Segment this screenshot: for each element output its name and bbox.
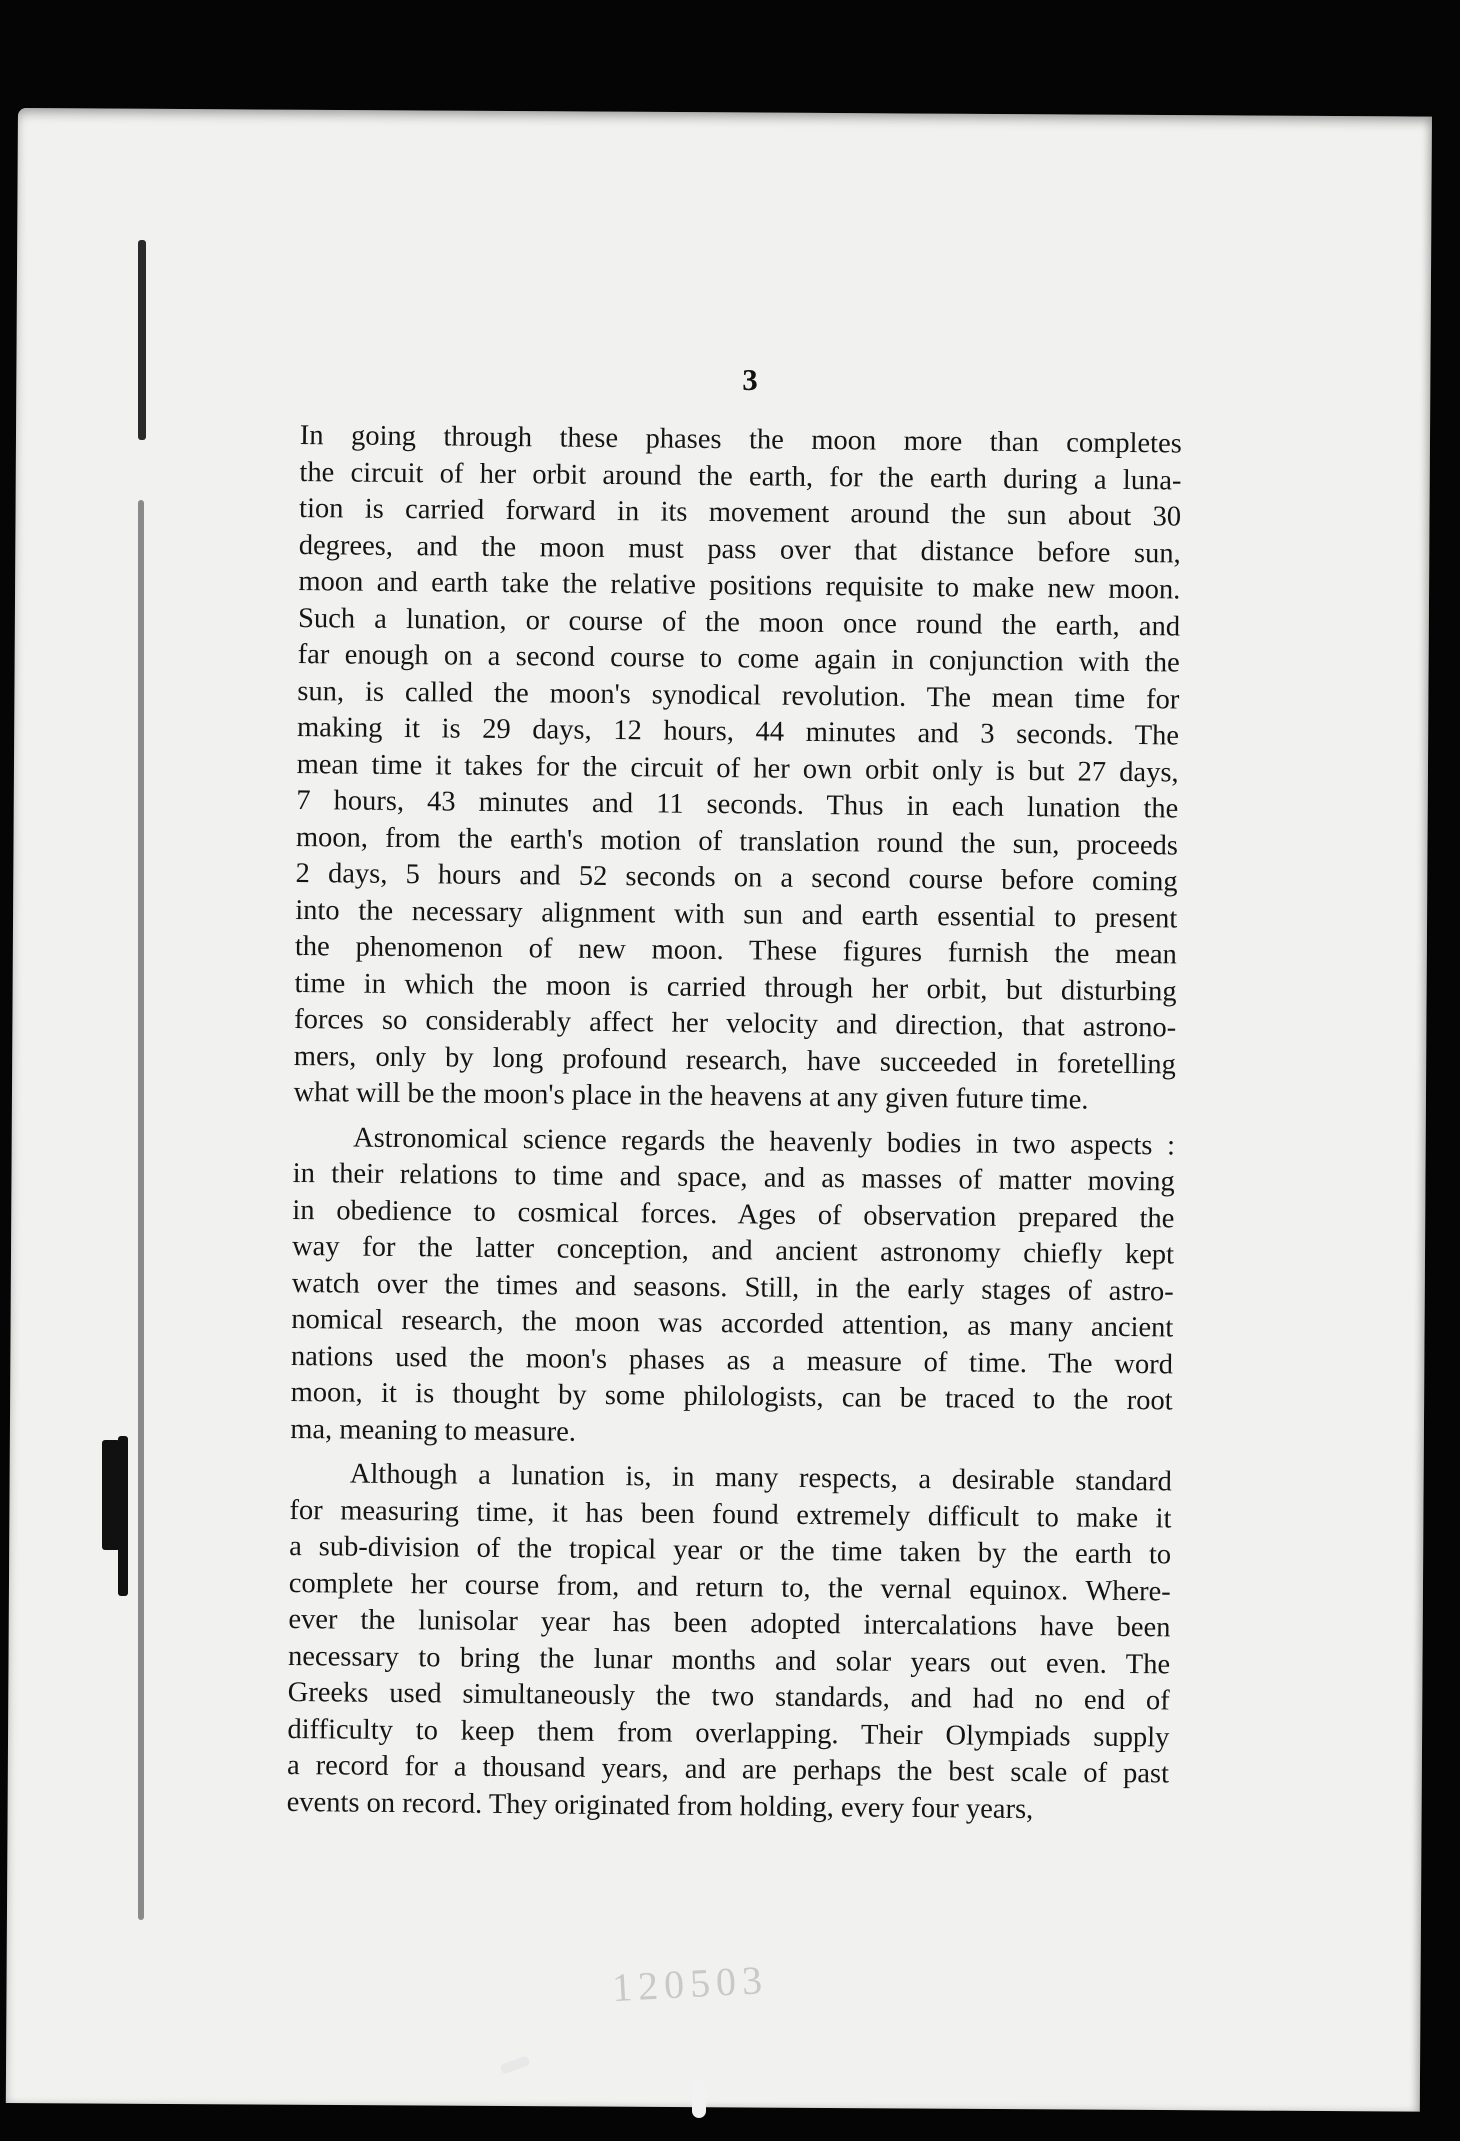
text-line: the phenomenon of new moon. These figures furnish the mean	[294, 930, 1178, 971]
text-line: In going through these phases the moon more than completes	[299, 419, 1182, 460]
text-line: forces so considerably affect her velocity and direction, that astrono-	[294, 1003, 1177, 1044]
paragraph	[290, 1119, 1175, 1456]
paragraph	[287, 1456, 1172, 1829]
text-line: far enough on a second course to come again in conjunction with the	[297, 638, 1180, 679]
text-line: a sub-division of the tropical year or the time taken by the earth to	[289, 1530, 1172, 1571]
text-line: in their relations to time and space, and as masses of matter moving	[292, 1157, 1175, 1198]
binding-mark	[138, 240, 146, 440]
text-line: Astronomical science regards the heavenly bodies in two aspects :	[352, 1122, 1176, 1161]
text-line: Such a lunation, or course of the moon once round the earth, and	[297, 602, 1181, 642]
text-line: watch over the times and seasons. Still, in the early stages of astro-	[291, 1267, 1174, 1307]
binding-mark	[138, 500, 144, 1920]
text-line: 2 days, 5 hours and 52 seconds on a second course before coming	[295, 857, 1178, 898]
library-stamp: 120503	[610, 1956, 770, 2011]
text-line: way for the latter conception, and ancient astronomy chiefly kept	[291, 1230, 1175, 1271]
text-line: the circuit of her orbit around the earth, for the earth during a luna-	[299, 456, 1182, 496]
text-line: a record for a thousand years, and are perhaps the best scale of past	[286, 1749, 1170, 1790]
text-line: moon and earth take the relative positions requisite to make new moon.	[298, 565, 1181, 606]
text-line: nomical research, the moon was accorded attention, as many ancient	[291, 1303, 1174, 1344]
text-line: moon, from the earth's motion of translation round the sun, proceeds	[295, 821, 1179, 861]
text-line: Although a lunation is, in many respects, a desirable standard	[349, 1458, 1172, 1498]
ink-smudge	[692, 2080, 706, 2118]
text-line: in obedience to cosmical forces. Ages of observation prepared the	[292, 1194, 1175, 1234]
text-line: events on record. They originated from holding, every four years,	[286, 1786, 1034, 1825]
text-line: what will be the moon's place in the heavens at any given future time.	[293, 1076, 1089, 1116]
text-line: into the necessary alignment with sun and earth essential to present	[295, 894, 1178, 934]
text-line: tion is carried forward in its movement around the sun about 30	[298, 492, 1182, 533]
body-text	[287, 418, 1182, 1829]
text-line: difficulty to keep them from overlapping. Their Olympiads supply	[287, 1713, 1170, 1753]
text-line: nations used the moon's phases as a measure of time. The word	[290, 1340, 1174, 1380]
text-line: moon, it is thought by some philologists, can be traced to the root	[290, 1376, 1173, 1417]
text-line: necessary to bring the lunar months and solar years out even. The	[287, 1640, 1171, 1680]
text-line: for measuring time, it has been found extremely difficult to make it	[289, 1494, 1172, 1534]
text-line: sun, is called the moon's synodical revolution. The mean time for	[297, 675, 1180, 715]
text-line: ma, meaning to measure.	[290, 1413, 577, 1448]
text-line: ever the lunisolar year has been adopted intercalations have been	[288, 1603, 1171, 1644]
binding-mark	[118, 1436, 128, 1596]
text-line: 7 hours, 43 minutes and 11 seconds. Thus in each lunation the	[296, 784, 1179, 825]
text-line: mean time it takes for the circuit of her own orbit only is but 27 days,	[296, 748, 1179, 788]
text-line: Greeks used simultaneously the two standards, and had no end of	[287, 1676, 1170, 1717]
page-number: 3	[742, 362, 758, 397]
text-line: making it is 29 days, 12 hours, 44 minutes and 3 seconds. The	[296, 711, 1180, 752]
text-line: degrees, and the moon must pass over that distance before sun,	[298, 529, 1181, 569]
text-line: mers, only by long profound research, have succeeded in foretelling	[293, 1040, 1176, 1080]
paragraph	[293, 418, 1182, 1120]
text-line: complete her course from, and return to, the vernal equinox. Where-	[288, 1567, 1171, 1607]
text-line: time in which the moon is carried through her orbit, but disturbing	[294, 967, 1177, 1007]
